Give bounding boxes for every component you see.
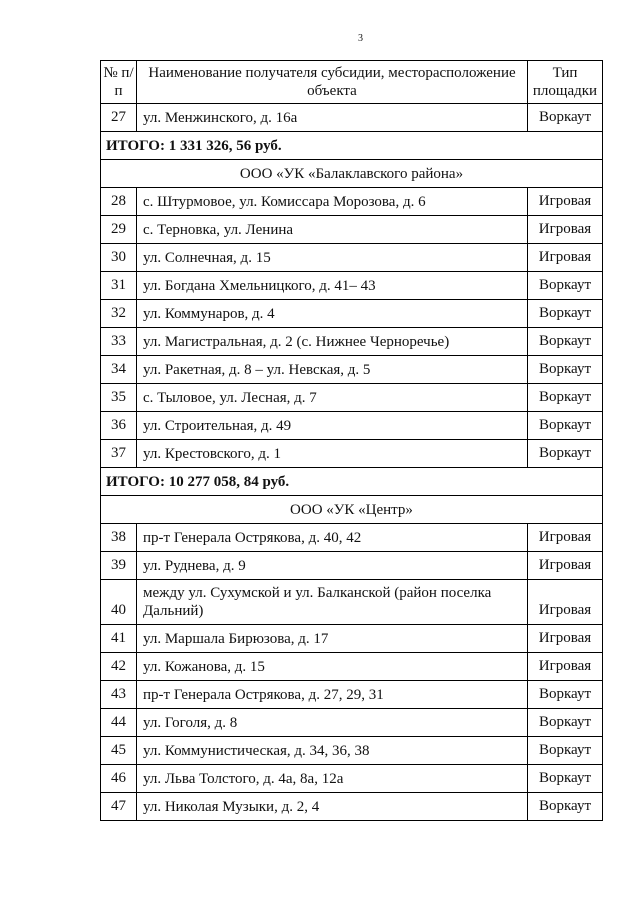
site-type-cell: Игровая	[528, 625, 603, 653]
row-number-cell: 30	[101, 244, 137, 272]
table-body	[101, 104, 603, 821]
table-row	[101, 384, 603, 412]
header-cell-type: Тип площадки	[528, 61, 603, 104]
row-number-cell: 45	[101, 737, 137, 765]
table-row	[101, 709, 603, 737]
company-row	[101, 496, 603, 524]
total-cell: ИТОГО: 1 331 326, 56 руб.	[101, 132, 603, 160]
table-row	[101, 272, 603, 300]
table-row	[101, 653, 603, 681]
row-number-cell: 47	[101, 793, 137, 821]
row-number-cell: 33	[101, 328, 137, 356]
site-type-cell: Воркаут	[528, 272, 603, 300]
address-cell: с. Штурмовое, ул. Комиссара Морозова, д. 6	[137, 188, 528, 216]
site-type-cell: Воркаут	[528, 356, 603, 384]
table-row	[101, 188, 603, 216]
table-row	[101, 625, 603, 653]
address-cell: ул. Богдана Хмельницкого, д. 41– 43	[137, 272, 528, 300]
address-cell: с. Тыловое, ул. Лесная, д. 7	[137, 384, 528, 412]
subsidy-table	[100, 60, 603, 821]
company-name-cell: ООО «УК «Балаклавского района»	[101, 160, 603, 188]
total-cell: ИТОГО: 10 277 058, 84 руб.	[101, 468, 603, 496]
table-header-row	[101, 61, 603, 104]
address-cell: ул. Коммунаров, д. 4	[137, 300, 528, 328]
site-type-cell: Воркаут	[528, 765, 603, 793]
row-number-cell: 28	[101, 188, 137, 216]
address-cell: ул. Солнечная, д. 15	[137, 244, 528, 272]
table-row	[101, 328, 603, 356]
site-type-cell: Воркаут	[528, 737, 603, 765]
row-number-cell: 29	[101, 216, 137, 244]
table-row	[101, 244, 603, 272]
address-cell: ул. Магистральная, д. 2 (с. Нижнее Черноречье)	[137, 328, 528, 356]
site-type-cell: Воркаут	[528, 440, 603, 468]
table-row	[101, 216, 603, 244]
table-row	[101, 580, 603, 625]
row-number-cell: 46	[101, 765, 137, 793]
row-number-cell: 39	[101, 552, 137, 580]
header-cell-name: Наименование получателя субсидии, месторасположение объекта	[137, 61, 528, 104]
site-type-cell: Воркаут	[528, 681, 603, 709]
address-cell: ул. Коммунистическая, д. 34, 36, 38	[137, 737, 528, 765]
site-type-cell: Игровая	[528, 188, 603, 216]
address-cell: ул. Николая Музыки, д. 2, 4	[137, 793, 528, 821]
row-number-cell: 42	[101, 653, 137, 681]
site-type-cell: Воркаут	[528, 412, 603, 440]
address-cell: ул. Маршала Бирюзова, д. 17	[137, 625, 528, 653]
site-type-cell: Игровая	[528, 524, 603, 552]
row-number-cell: 44	[101, 709, 137, 737]
address-cell: пр-т Генерала Острякова, д. 27, 29, 31	[137, 681, 528, 709]
site-type-cell: Воркаут	[528, 104, 603, 132]
site-type-cell: Воркаут	[528, 300, 603, 328]
site-type-cell: Воркаут	[528, 793, 603, 821]
table-row	[101, 765, 603, 793]
header-cell-number: № п/п	[101, 61, 137, 104]
row-number-cell: 38	[101, 524, 137, 552]
table-row	[101, 104, 603, 132]
page-number: 3	[358, 33, 363, 44]
table-row	[101, 356, 603, 384]
site-type-cell: Игровая	[528, 216, 603, 244]
row-number-cell: 35	[101, 384, 137, 412]
site-type-cell: Игровая	[528, 653, 603, 681]
table-row	[101, 681, 603, 709]
table-row	[101, 412, 603, 440]
table-header	[101, 61, 603, 104]
row-number-cell: 31	[101, 272, 137, 300]
address-cell: с. Терновка, ул. Ленина	[137, 216, 528, 244]
row-number-cell: 37	[101, 440, 137, 468]
row-number-cell: 41	[101, 625, 137, 653]
site-type-cell: Игровая	[528, 580, 603, 625]
table-row	[101, 524, 603, 552]
site-type-cell: Воркаут	[528, 384, 603, 412]
address-cell: ул. Льва Толстого, д. 4а, 8а, 12а	[137, 765, 528, 793]
address-cell: ул. Крестовского, д. 1	[137, 440, 528, 468]
company-row	[101, 160, 603, 188]
site-type-cell: Игровая	[528, 552, 603, 580]
table-row	[101, 737, 603, 765]
site-type-cell: Игровая	[528, 244, 603, 272]
site-type-cell: Воркаут	[528, 709, 603, 737]
row-number-cell: 40	[101, 580, 137, 625]
table-row	[101, 552, 603, 580]
row-number-cell: 43	[101, 681, 137, 709]
row-number-cell: 36	[101, 412, 137, 440]
company-name-cell: ООО «УК «Центр»	[101, 496, 603, 524]
address-cell: между ул. Сухумской и ул. Балканской (район поселка Дальний)	[137, 580, 528, 625]
address-cell: ул. Кожанова, д. 15	[137, 653, 528, 681]
address-cell: ул. Ракетная, д. 8 – ул. Невская, д. 5	[137, 356, 528, 384]
site-type-cell: Воркаут	[528, 328, 603, 356]
table-row	[101, 440, 603, 468]
address-cell: ул. Гоголя, д. 8	[137, 709, 528, 737]
total-row	[101, 468, 603, 496]
table-row	[101, 793, 603, 821]
address-cell: ул. Руднева, д. 9	[137, 552, 528, 580]
address-cell: пр-т Генерала Острякова, д. 40, 42	[137, 524, 528, 552]
table-row	[101, 300, 603, 328]
row-number-cell: 32	[101, 300, 137, 328]
row-number-cell: 34	[101, 356, 137, 384]
row-number-cell: 27	[101, 104, 137, 132]
total-row	[101, 132, 603, 160]
address-cell: ул. Менжинского, д. 16а	[137, 104, 528, 132]
address-cell: ул. Строительная, д. 49	[137, 412, 528, 440]
